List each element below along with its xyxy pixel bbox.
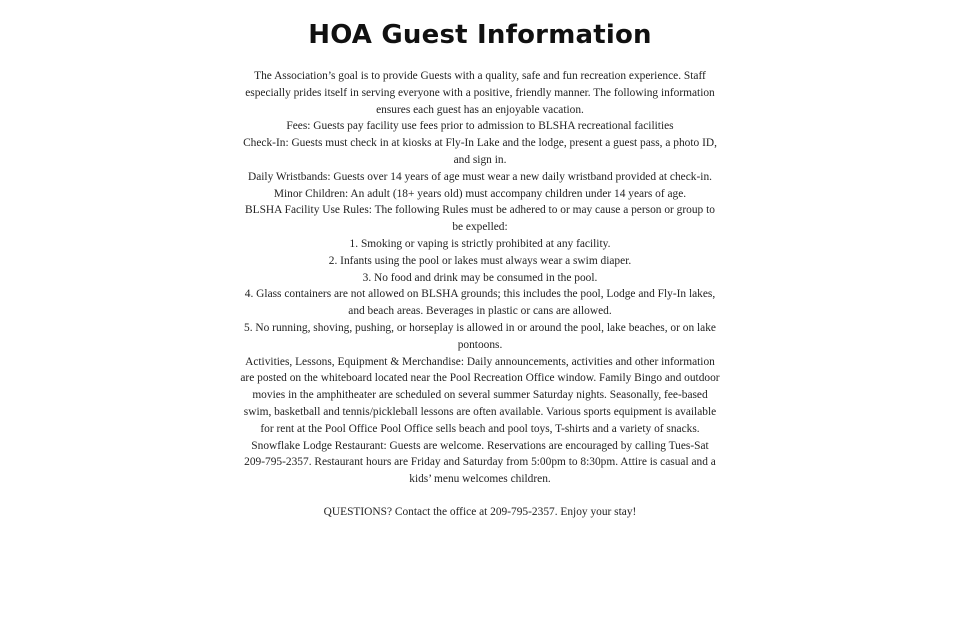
minor-children-paragraph: Minor Children: An adult (18+ years old) must accompany children under 14 years of age. xyxy=(273,187,687,200)
rule-4: 4. Glass containers are not allowed on BLSHA grounds; this includes the pool, Lodge and Fly-In lakes, and beach areas. Beverages in plastic or cans are allowed. xyxy=(244,288,716,318)
document-title: HOA Guest Information xyxy=(308,20,652,50)
rule-2: 2. Infants using the pool or lakes must always wear a swim diaper. xyxy=(328,254,632,267)
activities-paragraph: Activities, Lessons, Equipment & Merchandise: Daily announcements, activities and other information are posted on the whiteboard located near the Pool Recreation Office window. Family Bingo and outdoor movies in the amphitheater are scheduled on several summer Saturday nights. Seasonally, fee-based swim, basketball and tennis/pickleball lessons are often available. Various sports equipment is available for rent at the Pool Office Pool Office sells beach and pool toys, T-shirts and a variety of snacks. xyxy=(240,355,720,435)
rule-5: 5. No running, shoving, pushing, or horseplay is allowed in or around the pool, lake beaches, or on lake pontoons. xyxy=(244,321,716,351)
fees-paragraph: Fees: Guests pay facility use fees prior to admission to BLSHA recreational facilities xyxy=(286,120,674,133)
spacer xyxy=(240,488,720,504)
closing-line: QUESTIONS? Contact the office at 209-795-2357. Enjoy your stay! xyxy=(323,505,637,518)
document-body xyxy=(240,68,720,521)
facility-rules-paragraph: BLSHA Facility Use Rules: The following Rules must be adhered to or may cause a person or group to be expelled: xyxy=(245,204,715,234)
rule-3: 3. No food and drink may be consumed in the pool. xyxy=(362,271,598,284)
check-in-paragraph: Check-In: Guests must check in at kiosks at Fly-In Lake and the lodge, present a guest pass, a photo ID, and sign in. xyxy=(243,137,717,166)
wristbands-paragraph: Daily Wristbands: Guests over 14 years of age must wear a new daily wristband provided at check-in. xyxy=(247,170,712,183)
restaurant-paragraph: Snowflake Lodge Restaurant: Guests are welcome. Reservations are encouraged by calling Tues-Sat 209-795-2357. Restaurant hours are Friday and Saturday from 5:00pm to 8:30pm. Attire is casual and a kids’ menu welcomes children. xyxy=(244,439,716,486)
intro-paragraph: The Association’s goal is to provide Guests with a quality, safe and fun recreation experience. Staff especially prides itself in serving everyone with a positive, friendly manner. The following information ensures each guest has an enjoyable vacation. xyxy=(245,70,715,116)
rule-1: 1. Smoking or vaping is strictly prohibited at any facility. xyxy=(349,237,611,250)
